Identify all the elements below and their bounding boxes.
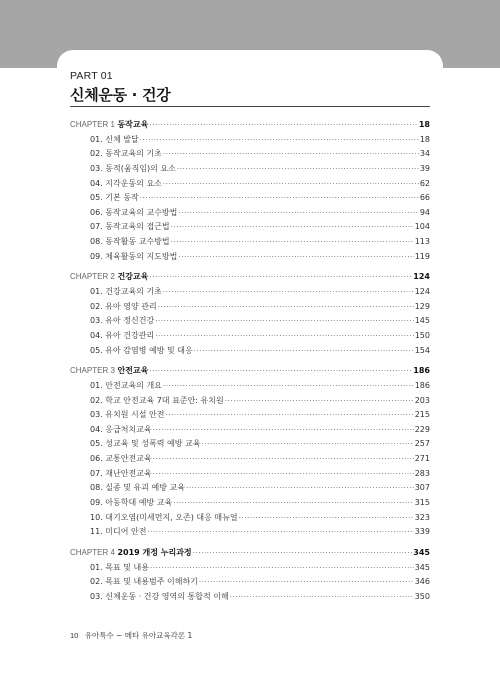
entry-title: 04. 유아 건강관리: [90, 330, 155, 340]
toc-entry[interactable]: [70, 561, 430, 576]
entry-title: 08. 동작활동 교수방법: [90, 237, 170, 247]
entry-page: 215: [414, 410, 430, 420]
toc-entry[interactable]: [70, 329, 430, 344]
entry-page: 129: [414, 301, 430, 311]
chapter-number: CHAPTER 4: [70, 547, 115, 557]
entry-page: 350: [414, 591, 430, 601]
entry-title: 03. 유치원 시설 안전: [90, 410, 165, 420]
entry-page: 124: [414, 287, 430, 297]
part-label: PART 01: [70, 70, 113, 82]
dot-leader: [171, 235, 414, 250]
dot-leader: [149, 118, 417, 133]
chapter-number: CHAPTER 1: [70, 120, 115, 129]
toc-entry[interactable]: [70, 575, 430, 590]
entry-title: 08. 실종 및 유괴 예방 교육: [90, 483, 185, 493]
entry-page: 104: [414, 222, 430, 232]
dot-leader: [163, 285, 414, 300]
toc-entry[interactable]: [70, 408, 430, 423]
dot-leader: [163, 177, 419, 192]
toc-entry[interactable]: [70, 177, 430, 192]
entry-title: 01. 건강교육의 기초: [90, 287, 162, 297]
toc-entry[interactable]: [70, 423, 430, 438]
dot-leader: [140, 191, 419, 206]
dot-leader: [149, 364, 412, 379]
title-rule: [70, 106, 430, 107]
chapter-page: 345: [413, 547, 430, 557]
entry-title: 01. 안전교육의 개요: [90, 380, 162, 390]
toc-entry[interactable]: [70, 250, 430, 265]
toc-entry[interactable]: [70, 525, 430, 540]
toc-entry[interactable]: [70, 344, 430, 359]
entry-page: 346: [414, 577, 430, 587]
entry-title: 05. 성교육 및 성폭력 예방 교육: [90, 439, 201, 449]
dot-leader: [153, 423, 414, 438]
dot-leader: [163, 147, 419, 162]
toc-entry[interactable]: [70, 496, 430, 511]
entry-title: 02. 유아 영양 관리: [90, 301, 157, 311]
chapter-2: [70, 270, 430, 358]
entry-page: 315: [414, 498, 430, 508]
entry-page: 271: [414, 454, 430, 464]
toc-entry[interactable]: [70, 590, 430, 605]
entry-page: 229: [414, 424, 430, 434]
toc-entry[interactable]: [70, 285, 430, 300]
chapter-heading[interactable]: [70, 270, 430, 285]
entry-title: 06. 교통안전교육: [90, 454, 152, 464]
entry-page: 307: [414, 483, 430, 493]
dot-leader: [165, 408, 413, 423]
entry-title: 05. 기본 동작: [90, 193, 139, 203]
toc-entry[interactable]: [70, 379, 430, 394]
entry-page: 39: [419, 163, 430, 173]
dot-leader: [149, 270, 412, 285]
dot-leader: [163, 379, 414, 394]
footer-book-title: 유아특수 − 메타 유아교육각론 1: [84, 631, 193, 640]
toc-entry[interactable]: [70, 511, 430, 526]
dot-leader: [239, 511, 414, 526]
chapter-name: 안전교육: [117, 366, 149, 376]
entry-page: 186: [414, 380, 430, 390]
entry-title: 02. 학교 안전교육 7대 표준안: 유치원: [90, 395, 224, 405]
toc-entry[interactable]: [70, 220, 430, 235]
dot-leader: [201, 437, 413, 452]
entry-page: 203: [414, 395, 430, 405]
dot-leader: [230, 590, 414, 605]
footer-page-number: 10: [70, 631, 79, 640]
entry-page: 283: [414, 468, 430, 478]
chapter-page: 124: [413, 272, 430, 282]
entry-page: 150: [414, 330, 430, 340]
entry-title: 02. 동작교육의 기초: [90, 149, 162, 159]
toc-entry[interactable]: [70, 452, 430, 467]
dot-leader: [155, 329, 414, 344]
dot-leader: [171, 220, 414, 235]
entry-page: 257: [414, 439, 430, 449]
dot-leader: [153, 467, 414, 482]
entry-page: 18: [419, 134, 430, 144]
entry-title: 11. 미디어 안전: [90, 527, 147, 537]
chapter-1: [70, 118, 430, 264]
entry-page: 119: [414, 251, 430, 261]
page-footer: [70, 630, 192, 641]
toc-entry[interactable]: [70, 481, 430, 496]
entry-page: 323: [414, 512, 430, 522]
chapter-number: CHAPTER 2: [70, 272, 115, 282]
toc-entry[interactable]: [70, 300, 430, 315]
dot-leader: [199, 575, 414, 590]
dot-leader: [177, 162, 419, 177]
entry-title: 07. 재난안전교육: [90, 468, 152, 478]
entry-page: 66: [419, 193, 430, 203]
dot-leader: [178, 250, 413, 265]
toc-entry[interactable]: [70, 162, 430, 177]
chapter-heading[interactable]: [70, 546, 430, 561]
entry-title: 01. 신체 발달: [90, 134, 139, 144]
dot-leader: [147, 525, 413, 540]
toc-entry[interactable]: [70, 147, 430, 162]
entry-page: 94: [419, 207, 430, 217]
entry-title: 04. 응급처치교육: [90, 424, 152, 434]
dot-leader: [155, 314, 414, 329]
dot-leader: [140, 133, 419, 148]
entry-page: 345: [414, 562, 430, 572]
entry-title: 03. 신체운동 · 건강 영역의 통합적 이해: [90, 591, 229, 601]
entry-title: 06. 동작교육의 교수방법: [90, 207, 178, 217]
toc-entry[interactable]: [70, 394, 430, 409]
entry-title: 02. 목표 및 내용범주 이해하기: [90, 577, 198, 587]
dot-leader: [178, 206, 418, 221]
toc-entry[interactable]: [70, 314, 430, 329]
toc-entry[interactable]: [70, 235, 430, 250]
toc-entry[interactable]: [70, 191, 430, 206]
entry-title: 09. 아동학대 예방 교육: [90, 498, 173, 508]
dot-leader: [225, 394, 414, 409]
entry-title: 03. 동적(움직임)의 요소: [90, 163, 176, 173]
chapter-number: CHAPTER 3: [70, 366, 115, 376]
chapter-page: 186: [413, 366, 430, 376]
entry-page: 145: [414, 316, 430, 326]
chapter-3: [70, 364, 430, 540]
entry-page: 34: [419, 149, 430, 159]
dot-leader: [173, 496, 414, 511]
toc-entry[interactable]: [70, 206, 430, 221]
dot-leader: [150, 561, 414, 576]
chapter-4: [70, 546, 430, 605]
part-title: 신체운동 · 건강: [70, 86, 171, 104]
entry-title: 07. 동작교육의 접근법: [90, 222, 170, 232]
dot-leader: [158, 300, 414, 315]
entry-page: 154: [414, 345, 430, 355]
chapter-heading[interactable]: [70, 364, 430, 379]
entry-title: 05. 유아 감염병 예방 및 대응: [90, 345, 193, 355]
entry-title: 01. 목표 및 내용: [90, 562, 149, 572]
dot-leader: [153, 452, 414, 467]
dot-leader: [193, 546, 413, 561]
dot-leader: [194, 344, 414, 359]
entry-title: 09. 체육활동의 지도방법: [90, 251, 178, 261]
chapter-page: 18: [418, 120, 430, 129]
toc-entry[interactable]: [70, 467, 430, 482]
entry-page: 339: [414, 527, 430, 537]
entry-title: 04. 지각운동의 요소: [90, 178, 162, 188]
table-of-contents: [70, 118, 430, 611]
entry-page: 113: [414, 237, 430, 247]
chapter-name: 건강교육: [117, 272, 149, 282]
toc-entry[interactable]: [70, 133, 430, 148]
entry-title: 03. 유아 정신건강: [90, 316, 155, 326]
toc-entry[interactable]: [70, 437, 430, 452]
entry-page: 62: [419, 178, 430, 188]
entry-title: 10. 대기오염(미세먼지, 오존) 대응 매뉴얼: [90, 512, 238, 522]
dot-leader: [186, 481, 414, 496]
chapter-name: 2019 개정 누리과정: [117, 547, 192, 557]
chapter-heading[interactable]: [70, 118, 430, 133]
chapter-name: 동작교육: [117, 120, 149, 129]
